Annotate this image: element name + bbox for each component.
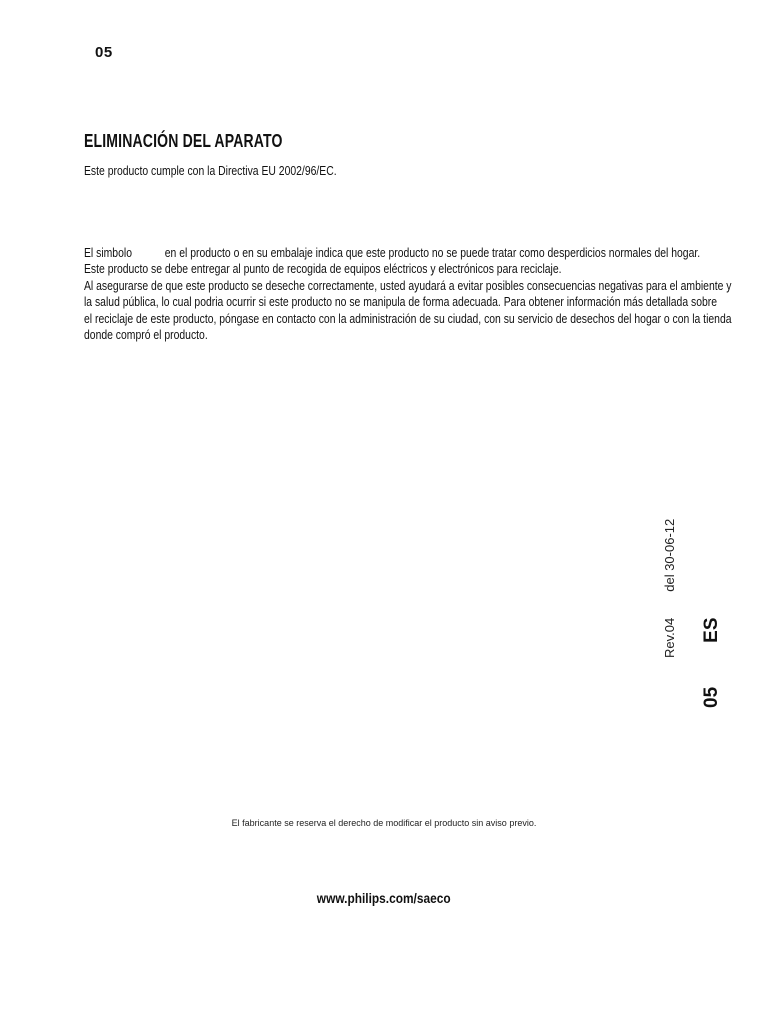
- body-line-6: donde compró el producto.: [84, 327, 208, 343]
- section-title: ELIMINACIÓN DEL APARATO: [84, 131, 283, 151]
- body-line-3: Al asegurarse de que este producto se deseche correctamente, usted ayudará a evitar posibles consecuencias negativas para el ambiente y: [84, 277, 732, 293]
- side-code: [701, 618, 723, 709]
- body-line-4: la salud pública, lo cual podria ocurrir si este producto no se manipula de forma adecuada. Para obtener información más detallada sobre: [84, 294, 718, 310]
- revision-label: [662, 519, 677, 658]
- revision-date: del 30-06-12: [662, 518, 677, 592]
- page-number: 05: [95, 44, 113, 61]
- directive-text: Este producto cumple con la Directiva EU 2002/96/EC.: [84, 163, 337, 178]
- body-line-5: el reciclaje de este producto, póngase en contacto con la administración de su ciudad, con su servicio de desechos del hogar o con la tienda: [84, 310, 732, 326]
- disposal-body: [84, 245, 732, 343]
- manufacturer-disclaimer: El fabricante se reserva el derecho de modificar el producto sin aviso previo.: [231, 818, 537, 828]
- symbol-intro: El simbolo: [84, 245, 132, 260]
- language-code: ES: [701, 617, 722, 643]
- body-line-2: Este producto se debe entregar al punto de recogida de equipos eléctricos y electrónicos para reciclaje.: [84, 261, 562, 277]
- symbol-description: en el producto o en su embalaje indica que este producto no se puede tratar como desperdicios normales del hogar.: [164, 245, 701, 260]
- website-text: www.philips.com/saeco: [317, 890, 451, 906]
- body-line-1: [84, 245, 732, 261]
- side-code-number: 05: [701, 686, 722, 708]
- website-url: [0, 890, 768, 906]
- revision-number: Rev.04: [662, 617, 677, 658]
